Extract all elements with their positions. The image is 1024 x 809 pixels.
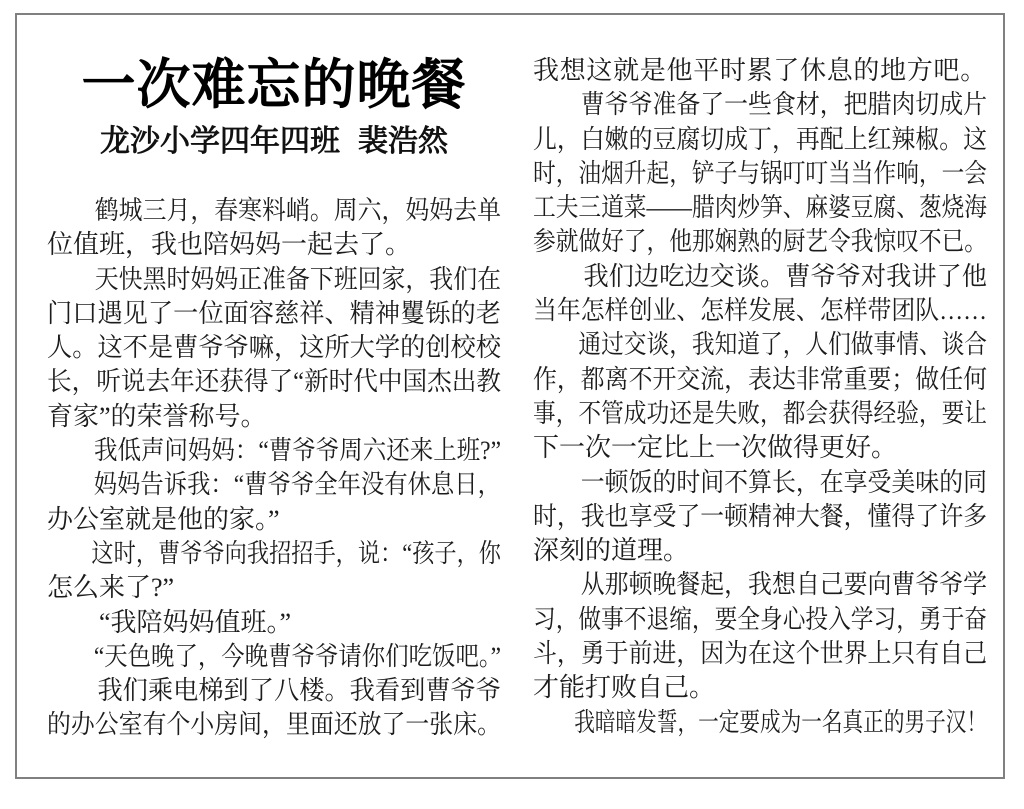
article-title: 一次难忘的晚餐: [81, 55, 467, 115]
column-right: [533, 54, 987, 743]
text-line: 深刻的道理。: [533, 536, 690, 566]
text-line: 工夫三道菜——腊肉炒笋、麻婆豆腐、葱烧海: [533, 193, 988, 223]
text-line: 曹爷爷准备了一些食材，把腊肉切成片: [533, 90, 988, 120]
text-line: 妈妈告诉我：“曹爷爷全年没有休息日，: [47, 470, 501, 500]
byline-school: 龙沙小学四年四班: [100, 125, 340, 158]
text-line: “我陪妈妈值班。”: [47, 607, 292, 637]
text-line: 下一次一定比上一次做得更好。: [533, 433, 898, 463]
text-line: 长，听说去年还获得了“新时代中国杰出教: [47, 367, 501, 397]
text-line: 时，我也享受了一顿精神大餐，懂得了许多: [533, 501, 988, 531]
text-line: 的办公室有个小房间，里面还放了一张床。: [47, 710, 502, 740]
text-line: 事，不管成功还是失败，都会获得经验，要让: [533, 398, 988, 428]
text-line: 门口遇见了一位面容慈祥、精神矍铄的老: [47, 298, 502, 328]
text-line: 鹤城三月，春寒料峭。周六，妈妈去单: [47, 196, 502, 225]
text-line: 才能打败自己。: [533, 673, 716, 703]
text-line: “天色晚了，今晚曹爷爷请你们吃饭吧。”: [47, 641, 501, 671]
text-line: 人。这不是曹爷爷嘛，这所大学的创校校: [47, 333, 502, 363]
text-line: 天快黑时妈妈正准备下班回家，我们在: [47, 264, 502, 294]
text-line: 位值班，我也陪妈妈一起去了。: [47, 230, 412, 260]
text-line: 斗，勇于前进，因为在这个世界上只有自己: [533, 639, 988, 669]
text-line: 我们乘电梯到了八楼。我看到曹爷爷: [47, 676, 502, 706]
text-line: 怎么来了?”: [47, 573, 175, 603]
text-line: 作，都离不开交流，表达非常重要；做任何: [533, 364, 988, 394]
column-left-text: [47, 194, 501, 743]
text-line: 我想这就是他平时累了休息的地方吧。: [533, 56, 987, 85]
text-line: 办公室就是他的家。”: [47, 504, 280, 534]
text-line: 当年怎样创业、怎样发展、怎样带团队……: [533, 296, 988, 326]
column-right-text: [533, 54, 987, 740]
text-line: 从那顿晚餐起，我想自己要向曹爷爷学: [533, 570, 988, 600]
text-line: 这时，曹爷爷向我招招手，说：“孩子，你: [47, 538, 501, 568]
text-line: 我们边吃边交谈。曹爷爷对我讲了他: [533, 261, 988, 291]
article-byline: [47, 126, 501, 158]
text-line: 通过交谈，我知道了，人们做事情、谈合: [533, 330, 988, 360]
text-line: 时，油烟升起，铲子与锅叮叮当当作响，一会: [533, 158, 988, 188]
text-line: 育家”的荣誉称号。: [47, 401, 267, 431]
column-left: [47, 54, 501, 743]
text-line: 儿，白嫩的豆腐切成丁，再配上红辣椒。这: [533, 124, 988, 154]
article-frame: [15, 13, 1005, 779]
text-line: 我低声问妈妈：“曹爷爷周六还来上班?”: [47, 436, 502, 466]
article-columns: [17, 15, 1003, 743]
text-line: 一顿饭的时间不算长，在享受美味的同: [533, 467, 988, 497]
text-line: 参就做好了，他那娴熟的厨艺令我惊叹不已。: [533, 227, 988, 257]
text-line: 我暗暗发誓，一定要成为一名真正的男子汉！: [533, 707, 988, 737]
text-line: 习，做事不退缩，要全身心投入学习，勇于奋: [533, 604, 988, 634]
byline-author: 裴浩然: [358, 125, 448, 158]
